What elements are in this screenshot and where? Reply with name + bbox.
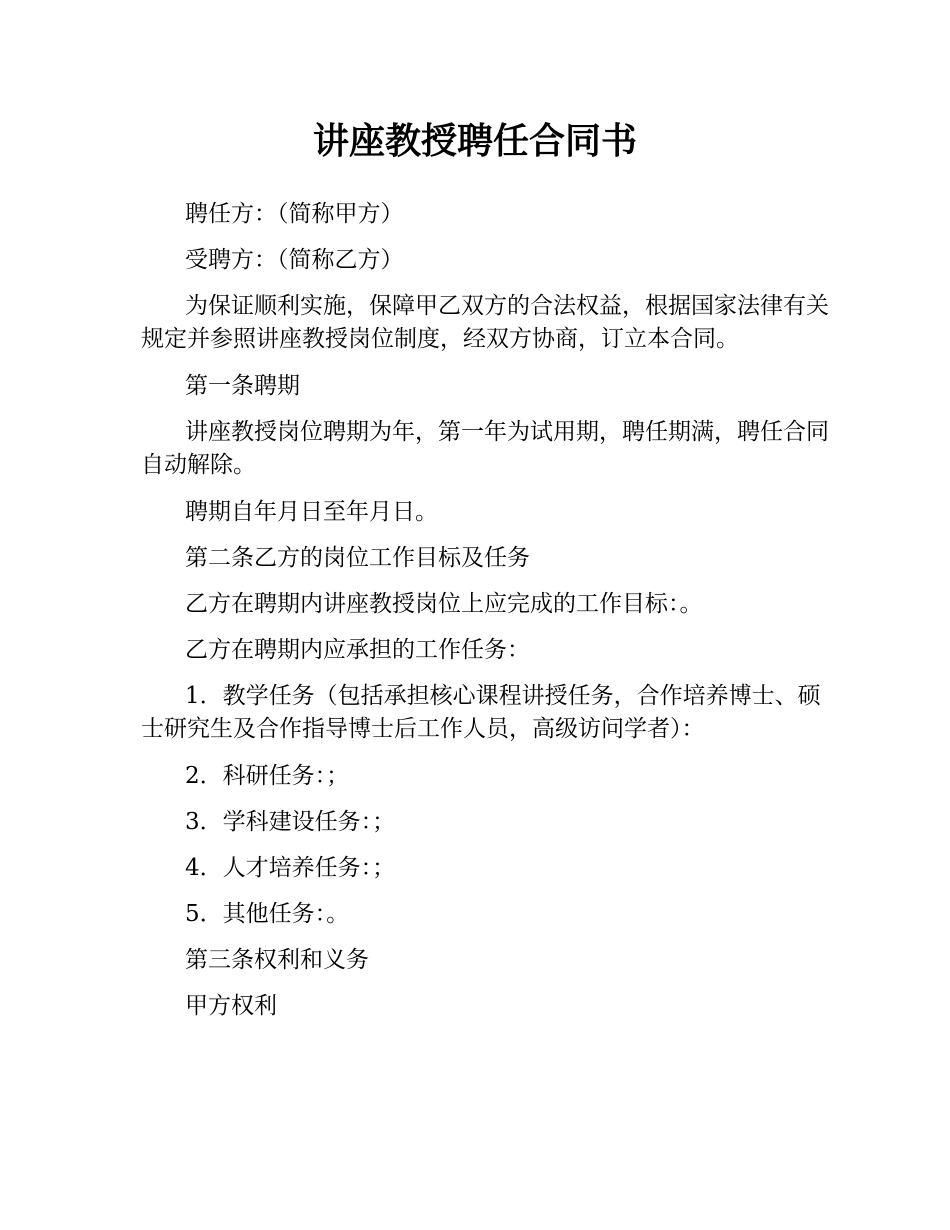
- paragraph-term-dates: 聘期自年月日至年月日。: [185, 499, 438, 525]
- paragraph-employee: 受聘方：（简称乙方）: [185, 247, 404, 273]
- list-item-research: 2．科研任务：；: [185, 763, 350, 789]
- article-3-heading: 第三条权利和义务: [185, 947, 369, 973]
- paragraph-employer: 聘任方：（简称甲方）: [185, 201, 404, 227]
- paragraph-term: 讲座教授岗位聘期为年，第一年为试用期，聘任期满，聘任合同自动解除。: [141, 419, 829, 478]
- paragraph-preamble: 为保证顺利实施，保障甲乙双方的合法权益，根据国家法律有关规定并参照讲座教授岗位制度，经双方协商，订立本合同。: [141, 293, 829, 352]
- document-title: 讲座教授聘任合同书: [312, 121, 637, 162]
- list-item-teaching: 1．教学任务（包括承担核心课程讲授任务，合作培养博士、硕士研究生及合作指导博士后工作人员，高级访问学者）：: [141, 683, 821, 742]
- article-2-heading: 第二条乙方的岗位工作目标及任务: [185, 545, 530, 571]
- list-item-discipline: 3．学科建设任务：；: [185, 809, 396, 835]
- paragraph-work-goals: 乙方在聘期内讲座教授岗位上应完成的工作目标：。: [185, 591, 703, 617]
- list-item-other: 5．其他任务：。: [185, 901, 350, 927]
- document-body: [141, 198, 841, 1036]
- list-item-talent: 4．人才培养任务：；: [185, 855, 396, 881]
- article-1-heading: 第一条聘期: [185, 373, 300, 399]
- paragraph-party-a-rights: 甲方权利: [185, 993, 277, 1019]
- paragraph-work-tasks: 乙方在聘期内应承担的工作任务：: [185, 637, 530, 663]
